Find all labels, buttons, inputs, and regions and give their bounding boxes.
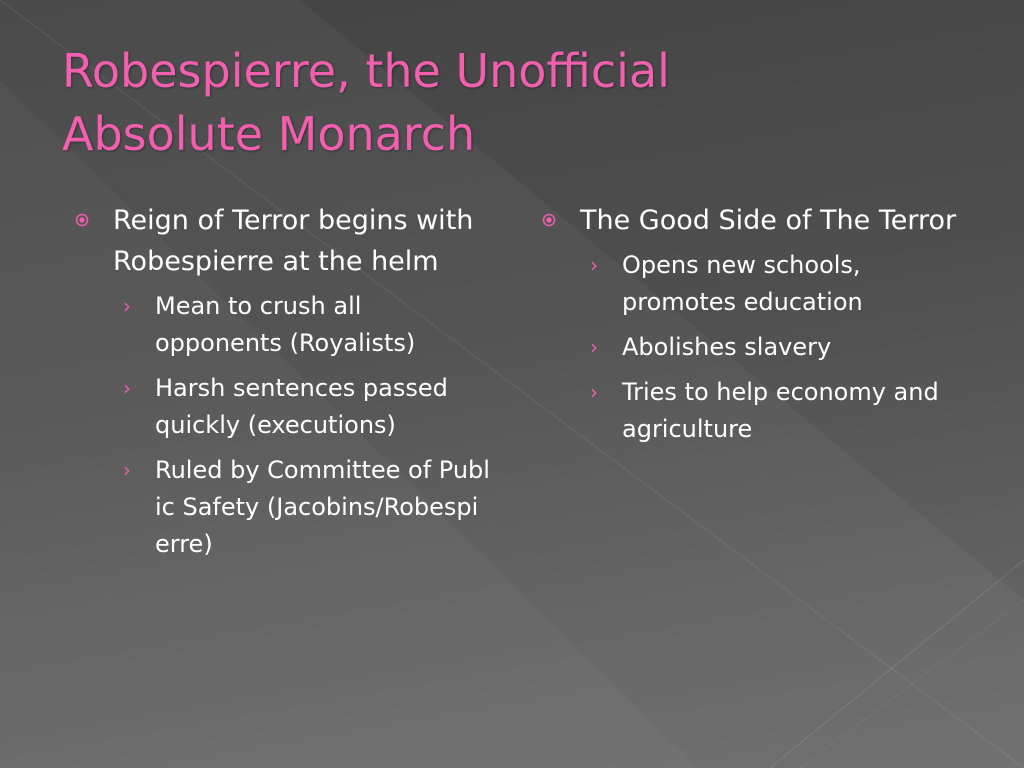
right-heading-text: The Good Side of The Terror [580, 205, 957, 236]
right-sub-item [540, 329, 980, 366]
chevron-right-icon: › [123, 294, 131, 318]
left-sub-item-text: Mean to crush all opponents (Royalists) [155, 292, 416, 357]
chevron-right-icon: › [590, 253, 598, 277]
chevron-right-icon: › [123, 376, 131, 400]
left-sub-item [73, 452, 493, 563]
right-sub-list [540, 247, 980, 448]
target-circle-icon [542, 213, 556, 227]
chevron-right-icon: › [123, 458, 131, 482]
left-heading-bullet [73, 200, 493, 282]
left-sub-item [73, 288, 493, 362]
chevron-right-icon: › [590, 380, 598, 404]
left-sub-item-text: Harsh sentences passed quickly (executions) [155, 374, 448, 439]
right-sub-item-text: Abolishes slavery [622, 333, 832, 361]
left-sub-item [73, 370, 493, 444]
right-sub-item-text: Tries to help economy and agriculture [622, 378, 939, 443]
target-circle-icon [75, 213, 89, 227]
right-sub-item [540, 247, 980, 321]
chevron-right-icon: › [590, 335, 598, 359]
left-column [73, 200, 493, 571]
left-sub-list [73, 288, 493, 563]
slide-title-line-1: Robespierre, the Unofficial [62, 44, 670, 98]
slide-title [62, 40, 962, 166]
right-sub-item-text: Opens new schools, promotes education [622, 251, 863, 316]
right-heading-bullet [540, 200, 980, 241]
left-sub-item-text: Ruled by Committee of Public Safety (Jacobins/Robespierre) [155, 456, 490, 558]
left-heading-text: Reign of Terror begins with Robespierre at the helm [113, 205, 474, 277]
right-column [540, 200, 980, 456]
slide-title-line-2: Absolute Monarch [62, 107, 476, 161]
right-sub-item [540, 374, 980, 448]
